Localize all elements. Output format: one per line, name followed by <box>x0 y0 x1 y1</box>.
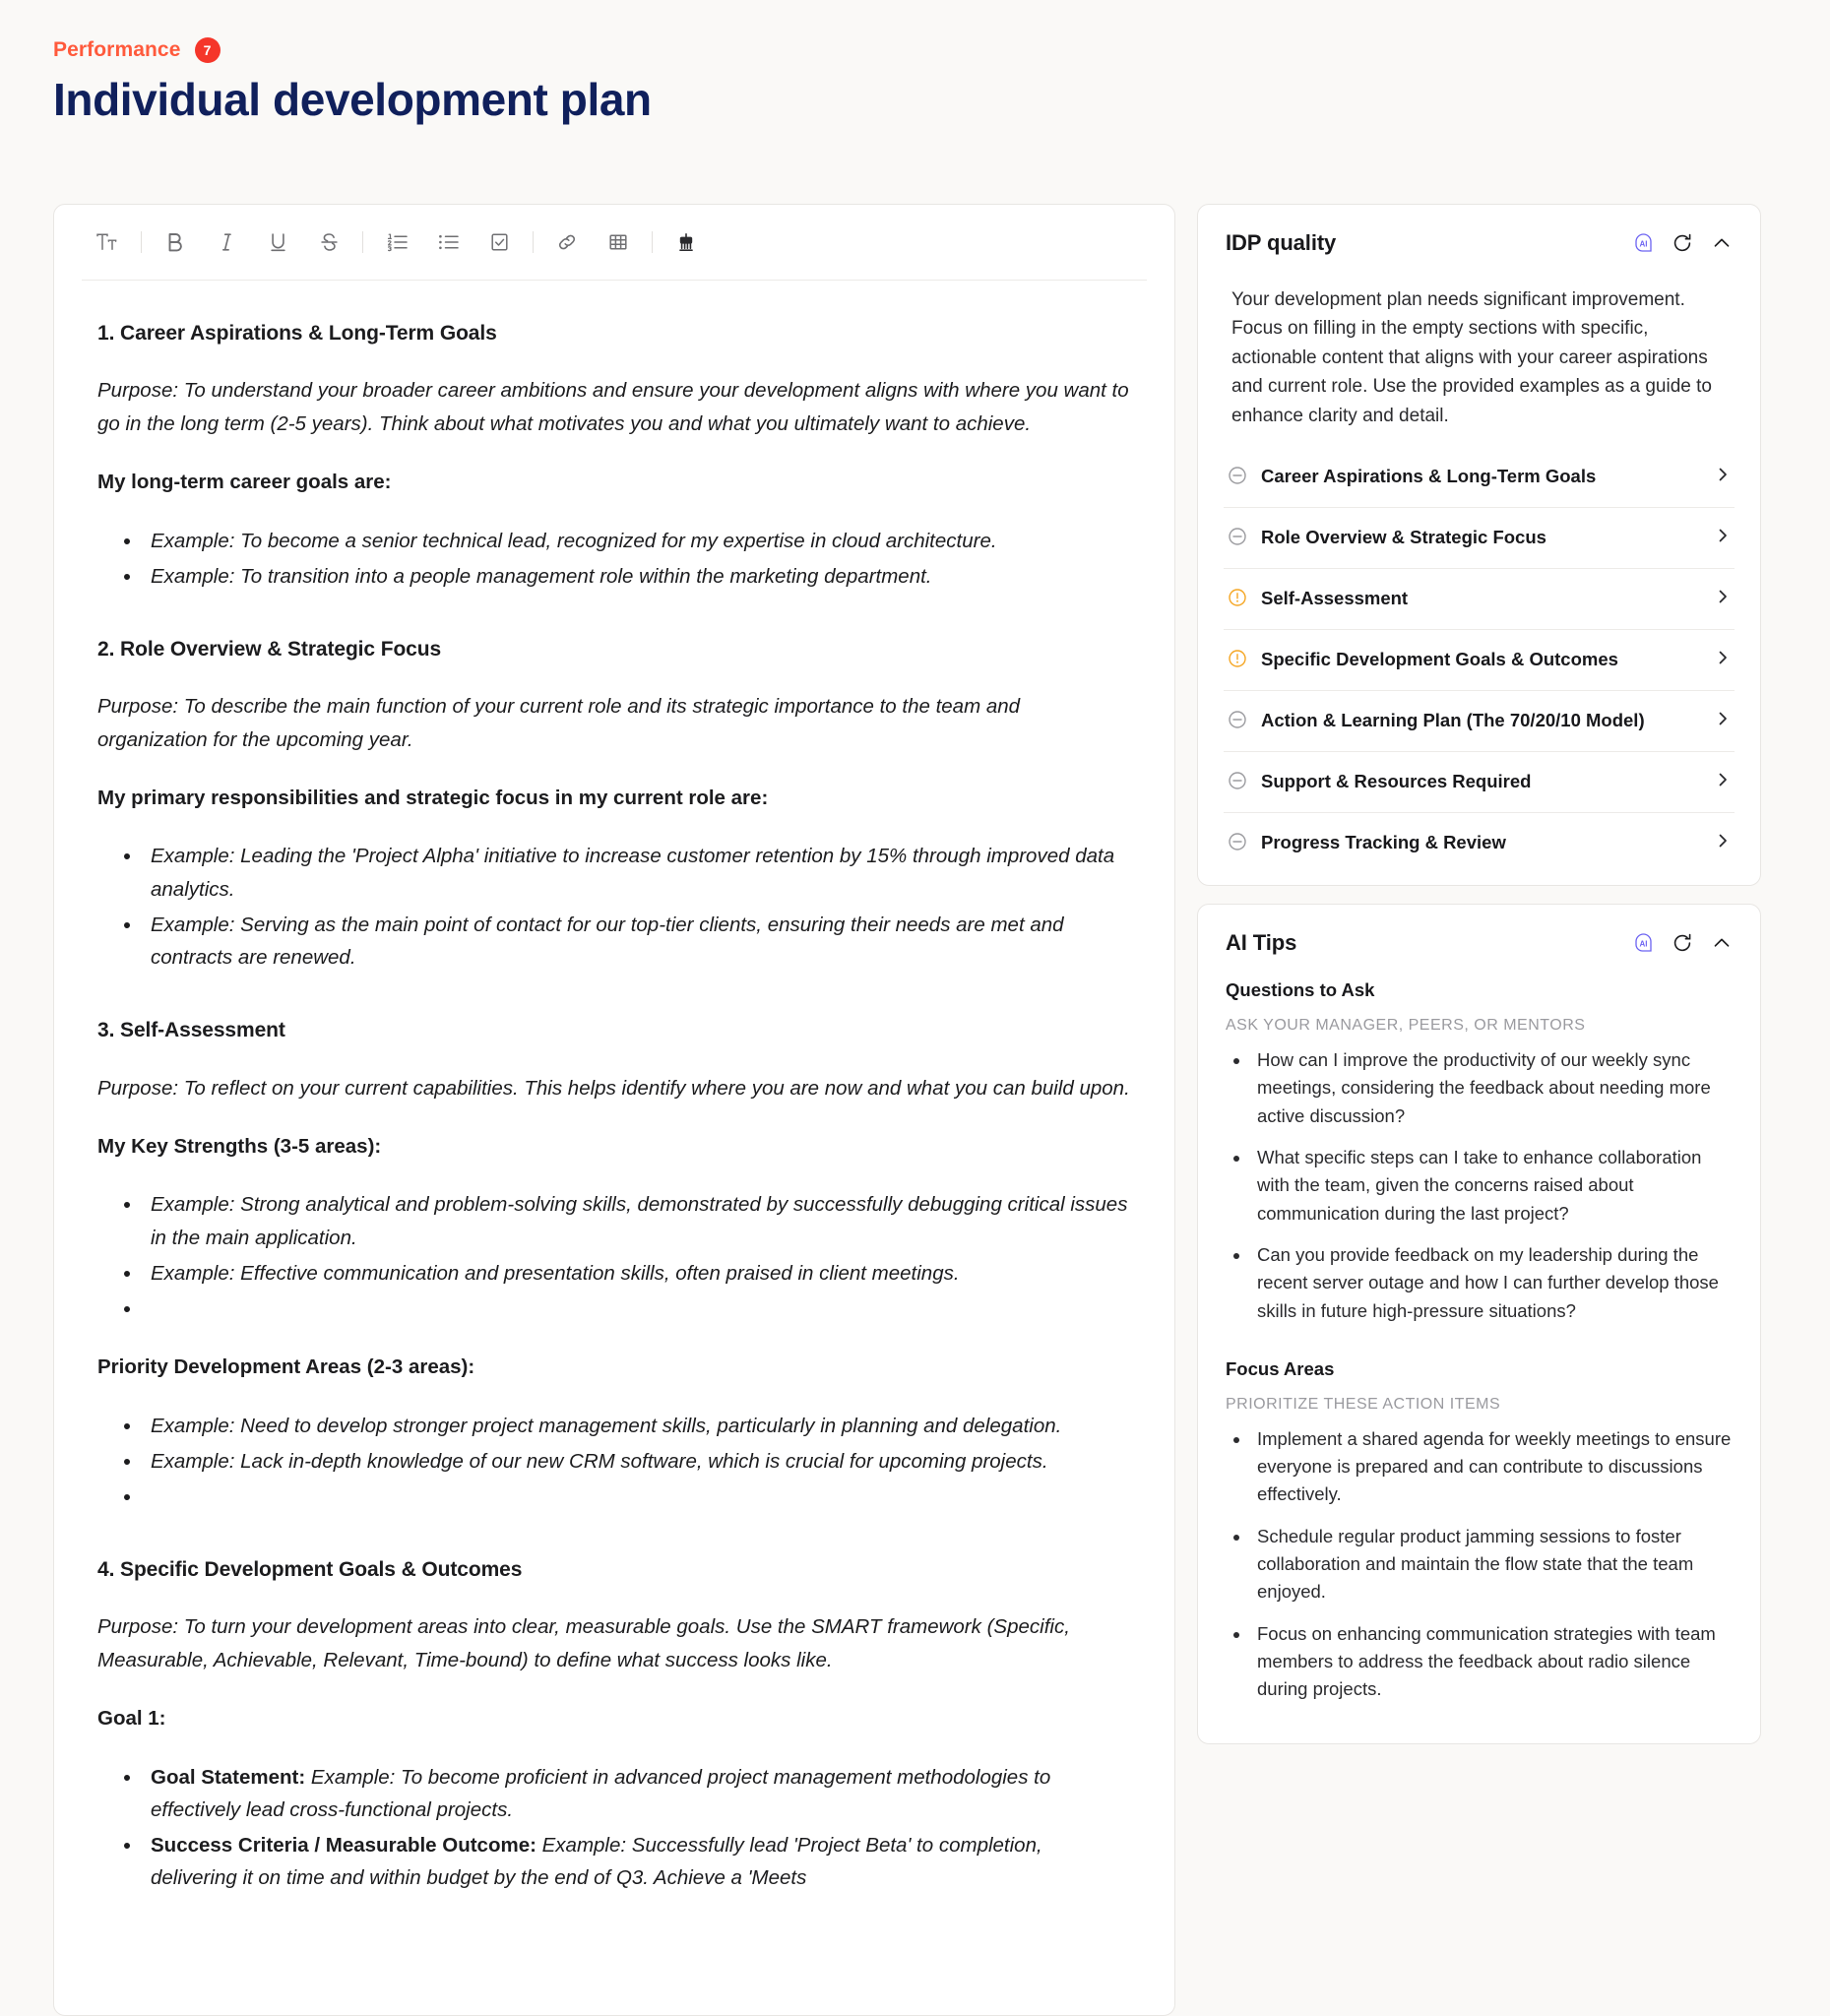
questions-heading: Questions to Ask <box>1226 979 1375 1001</box>
idp-section-row[interactable] <box>1224 690 1735 751</box>
status-warning-icon <box>1228 649 1247 673</box>
idp-quality-header <box>1198 205 1760 274</box>
bullet-list-icon[interactable] <box>428 222 468 262</box>
list-item: • How can I improve the productivity of our weekly sync meetings, considering the feedback about needing more active discussion? <box>1251 1046 1733 1130</box>
chevron-right-icon <box>1715 649 1731 671</box>
toolbar-divider <box>141 231 142 253</box>
idp-section-label: Support & Resources Required <box>1261 771 1532 792</box>
underline-icon[interactable] <box>258 222 297 262</box>
focus-areas-subheading: PRIORITIZE THESE ACTION ITEMS <box>1226 1395 1501 1413</box>
goal-bullet-list <box>97 1761 1131 1895</box>
status-neutral-icon <box>1228 832 1247 856</box>
editor-toolbar <box>54 205 1174 280</box>
text-style-icon[interactable] <box>88 222 127 262</box>
goal-label: Goal Statement: <box>151 1765 306 1789</box>
svg-text:AI: AI <box>1639 939 1648 949</box>
goal-text: Example: To become proficient in advanced project management methodologies to effectively lead cross-functional projects. <box>151 1765 1051 1821</box>
section-bullet-list <box>97 525 1131 593</box>
section-purpose: Purpose: To turn your development areas into clear, measurable goals. Use the SMART framework (Specific, Measurable, Achievable, Relevant, Time-bound) to define what success looks like. <box>97 1615 1070 1671</box>
chevron-right-icon <box>1715 527 1731 549</box>
focus-areas-list <box>1226 1425 1733 1704</box>
ai-badge-icon[interactable] <box>1633 232 1654 254</box>
list-item: • Example: Serving as the main point of contact for our top-tier clients, ensuring their needs are met and contracts are renewed. <box>143 909 1131 974</box>
list-item: • Example: Need to develop stronger project management skills, particularly in planning and delegation. <box>143 1410 1131 1442</box>
list-item <box>143 1761 1131 1826</box>
ordered-list-icon[interactable] <box>377 222 416 262</box>
breadcrumb-label[interactable]: Performance <box>53 38 181 61</box>
document-editor-card <box>53 204 1175 2016</box>
list-item: • Can you provide feedback on my leadership during the recent server outage and how I can further develop those skills in future high-pressure situations? <box>1251 1241 1733 1325</box>
refresh-icon[interactable] <box>1672 932 1693 954</box>
idp-quality-section-list <box>1198 458 1760 885</box>
idp-section-row[interactable] <box>1224 629 1735 690</box>
list-item-empty <box>143 1292 1131 1325</box>
list-item: • Implement a shared agenda for weekly meetings to ensure everyone is prepared and can contribute to discussions effectively. <box>1251 1425 1733 1509</box>
list-item <box>143 1829 1131 1894</box>
idp-section-label: Self-Assessment <box>1261 588 1409 609</box>
idp-section-label: Career Aspirations & Long-Term Goals <box>1261 466 1597 487</box>
status-neutral-icon <box>1228 771 1247 795</box>
list-item-empty <box>143 1480 1131 1513</box>
ai-tips-header <box>1198 905 1760 974</box>
italic-icon[interactable] <box>207 222 246 262</box>
questions-list <box>1226 1046 1733 1325</box>
idp-section-row[interactable] <box>1224 812 1735 873</box>
idp-quality-panel <box>1197 204 1761 886</box>
idp-section-row[interactable] <box>1224 507 1735 568</box>
section-purpose: Purpose: To describe the main function of your current role and its strategic importance to the team and organization for the upcoming year. <box>97 695 1021 751</box>
page-header <box>0 0 1830 125</box>
section-lead: My long-term career goals are: <box>97 471 392 494</box>
panel-actions <box>1633 932 1733 954</box>
list-item: • Example: To transition into a people management role within the marketing department. <box>143 560 1131 593</box>
bold-icon[interactable] <box>156 222 195 262</box>
chevron-right-icon <box>1715 466 1731 488</box>
idp-section-row[interactable] <box>1224 751 1735 812</box>
checklist-icon[interactable] <box>479 222 519 262</box>
list-item: • Example: Lack in-depth knowledge of our new CRM software, which is crucial for upcoming projects. <box>143 1445 1131 1478</box>
page-title: Individual development plan <box>53 74 652 125</box>
section-bullet-list-secondary <box>97 1410 1131 1514</box>
strikethrough-icon[interactable] <box>309 222 348 262</box>
section-bullet-list <box>97 840 1131 974</box>
questions-subheading: ASK YOUR MANAGER, PEERS, OR MENTORS <box>1226 1017 1586 1035</box>
list-item: • Example: To become a senior technical lead, recognized for my expertise in cloud architecture. <box>143 525 1131 557</box>
chevron-right-icon <box>1715 771 1731 793</box>
table-icon[interactable] <box>599 222 638 262</box>
section-heading: 1. Career Aspirations & Long-Term Goals <box>97 322 497 345</box>
main-layout <box>0 204 1830 2016</box>
toolbar-divider <box>533 231 534 253</box>
section-lead-secondary: Priority Development Areas (2-3 areas): <box>97 1355 475 1379</box>
section-purpose: Purpose: To reflect on your current capabilities. This helps identify where you are now and what you can build upon. <box>97 1076 1130 1100</box>
status-neutral-icon <box>1228 466 1247 490</box>
insights-sidebar <box>1197 204 1761 1744</box>
list-item: • Example: Effective communication and presentation skills, often praised in client meetings. <box>143 1257 1131 1290</box>
idp-section-label: Action & Learning Plan (The 70/20/10 Model) <box>1261 710 1645 731</box>
focus-areas-heading: Focus Areas <box>1226 1357 1335 1379</box>
status-neutral-icon <box>1228 527 1247 551</box>
idp-section-label: Role Overview & Strategic Focus <box>1261 527 1546 548</box>
section-heading: 4. Specific Development Goals & Outcomes <box>97 1558 523 1582</box>
idp-quality-title: IDP quality <box>1226 230 1337 255</box>
list-item: • What specific steps can I take to enhance collaboration with the team, given the concerns raised about communication during the last project? <box>1251 1144 1733 1228</box>
idp-section-label: Progress Tracking & Review <box>1261 832 1506 853</box>
section-purpose: Purpose: To understand your broader career ambitions and ensure your development aligns with where you want to go in the long term (2-5 years). Think about what motivates you and what you ultimately want to achieve. <box>97 379 1129 435</box>
idp-quality-summary: Your development plan needs significant improvement. Focus on filling in the empty sections with specific, actionable content that aligns with your career aspirations and current role. Use the provided examples as a guide to enhance clarity and detail. <box>1231 289 1712 426</box>
ai-tips-panel <box>1197 904 1761 1743</box>
section-lead: My Key Strengths (3-5 areas): <box>97 1134 382 1158</box>
idp-section-row[interactable] <box>1224 458 1735 507</box>
status-badge: 7 <box>195 37 221 63</box>
chevron-right-icon <box>1715 832 1731 854</box>
svg-text:AI: AI <box>1639 239 1648 249</box>
list-item: • Example: Leading the 'Project Alpha' initiative to increase customer retention by 15% through improved data analytics. <box>143 840 1131 905</box>
list-item: • Schedule regular product jamming sessions to foster collaboration and maintain the flow state that the team enjoyed. <box>1251 1523 1733 1606</box>
section-lead: Goal 1: <box>97 1707 166 1731</box>
list-item: • Focus on enhancing communication strategies with team members to address the feedback about radio silence during projects. <box>1251 1620 1733 1704</box>
toolbar-divider <box>652 231 653 253</box>
collapse-chevron-up-icon[interactable] <box>1711 932 1733 954</box>
refresh-icon[interactable] <box>1672 232 1693 254</box>
ai-tips-title: AI Tips <box>1226 930 1297 956</box>
chevron-right-icon <box>1715 588 1731 610</box>
section-lead: My primary responsibilities and strategic focus in my current role are: <box>97 787 769 810</box>
list-item: • Example: Strong analytical and problem-solving skills, demonstrated by successfully debugging critical issues in the main application. <box>143 1188 1131 1253</box>
section-heading: 3. Self-Assessment <box>97 1019 285 1042</box>
goal-text: Example: Successfully lead 'Project Beta' to completion, delivering it on time and within budget by the end of Q3. Achieve a 'Meets <box>151 1834 1042 1890</box>
goal-label: Success Criteria / Measurable Outcome: <box>151 1834 536 1858</box>
ai-tips-body <box>1198 979 1760 1742</box>
status-neutral-icon <box>1228 710 1247 734</box>
idp-section-label: Specific Development Goals & Outcomes <box>1261 649 1618 670</box>
panel-actions <box>1633 232 1733 254</box>
collapse-chevron-up-icon[interactable] <box>1711 232 1733 254</box>
toolbar-divider <box>362 231 363 253</box>
idp-section-row[interactable] <box>1224 568 1735 629</box>
link-icon[interactable] <box>547 222 587 262</box>
section-bullet-list <box>97 1188 1131 1325</box>
ai-badge-icon[interactable] <box>1633 932 1654 954</box>
document-body[interactable] <box>54 281 1174 1895</box>
clear-formatting-icon[interactable] <box>666 222 706 262</box>
breadcrumb <box>53 35 1830 65</box>
section-heading: 2. Role Overview & Strategic Focus <box>97 637 442 661</box>
chevron-right-icon <box>1715 710 1731 732</box>
status-warning-icon <box>1228 588 1247 612</box>
